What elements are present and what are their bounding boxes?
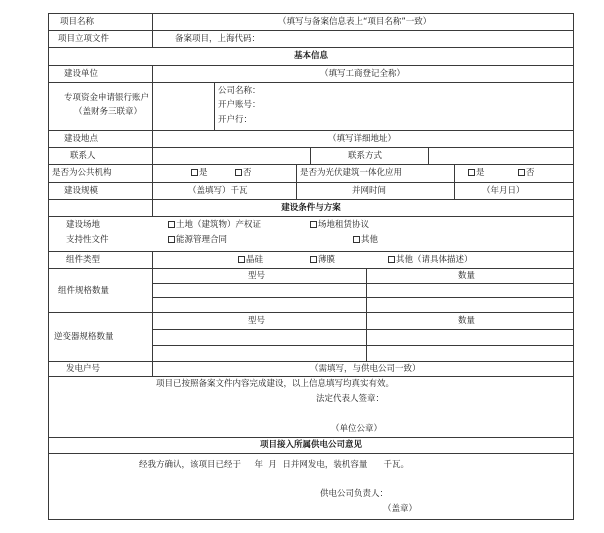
bank-name-field[interactable]: 开户行： (218, 115, 253, 125)
checkbox-icon (468, 169, 475, 176)
module-thinfilm-option[interactable]: 薄膜 (310, 255, 335, 265)
grid-time-field[interactable]: （年月日） (482, 186, 525, 196)
module-qty-header: 数量 (458, 271, 476, 281)
module-crystalline-option[interactable]: 晶硅 (238, 255, 263, 265)
construction-unit-field[interactable]: （填写工商登记全称） (320, 69, 406, 79)
energy-contract-option[interactable]: 能源管理合同 (168, 235, 227, 245)
scale-label: 建设规模 (64, 186, 99, 196)
section-conditions: 建设条件与方案 (281, 203, 341, 213)
bipv-label: 是否为光伏建筑一体化应用 (300, 168, 403, 178)
checkbox-icon (238, 256, 245, 263)
checkbox-icon (388, 256, 395, 263)
commitment-statement: 项目已按照备案文件内容完成建设，以上信息填写均真实有效。 (156, 379, 395, 389)
module-type-label: 组件类型 (66, 255, 101, 265)
power-company-seal: （盖章） (383, 504, 418, 514)
project-name-field[interactable]: （填写与备案信息表上“项目名称”一致） (278, 17, 432, 27)
power-account-field[interactable]: （需填写，与供电公司一致） (310, 364, 421, 374)
power-company-signature[interactable]: 供电公司负责人： (320, 489, 389, 499)
public-yes-option[interactable]: 是 (191, 168, 208, 178)
checkbox-icon (310, 221, 317, 228)
inverter-spec-label: 逆变器规格数量 (54, 332, 114, 342)
bank-account-stamp-note: （盖财务三联章） (74, 107, 143, 117)
supporting-docs-label: 支持性文件 (66, 235, 109, 245)
section-power-opinion: 项目接入所属供电公司意见 (259, 440, 362, 450)
public-institution-label: 是否为公共机构 (52, 168, 112, 178)
bipv-no-option[interactable]: 否 (518, 168, 535, 178)
inverter-model-header: 型号 (248, 316, 266, 326)
checkbox-icon (353, 236, 360, 243)
checkbox-icon (518, 169, 525, 176)
bipv-yes-option[interactable]: 是 (468, 168, 485, 178)
location-field[interactable]: （填写详细地址） (328, 134, 397, 144)
location-label: 建设地点 (64, 134, 99, 144)
construction-unit-label: 建设单位 (64, 69, 99, 79)
checkbox-icon (235, 169, 242, 176)
checkbox-icon (168, 236, 175, 243)
public-no-option[interactable]: 否 (235, 168, 252, 178)
site-lease-option[interactable]: 场地租赁协议 (310, 220, 369, 230)
inverter-qty-header: 数量 (458, 316, 476, 326)
power-account-label: 发电户号 (66, 364, 101, 374)
checkbox-icon (191, 169, 198, 176)
legal-rep-signature[interactable]: 法定代表人签章： (316, 394, 385, 404)
contact-person-label: 联系人 (70, 151, 96, 161)
subsidy-application-form (48, 13, 574, 520)
bank-account-label: 专项资金申请银行账户 (64, 93, 150, 103)
module-model-header: 型号 (248, 271, 266, 281)
module-other-option[interactable]: 其他（请具体描述） (388, 255, 473, 265)
site-label: 建设场地 (66, 220, 101, 230)
account-number-field[interactable]: 开户账号： (218, 100, 261, 110)
land-title-option[interactable]: 土地（建筑物）产权证 (168, 220, 261, 230)
checkbox-icon (168, 221, 175, 228)
project-doc-label: 项目立项文件 (58, 34, 110, 44)
module-spec-label: 组件规格数量 (58, 286, 110, 296)
project-doc-field[interactable]: 备案项目，上海代码： (175, 34, 261, 44)
company-name-field[interactable]: 公司名称： (218, 86, 261, 96)
scale-field[interactable]: （盖填写）千瓦 (188, 186, 248, 196)
checkbox-icon (310, 256, 317, 263)
project-name-label: 项目名称 (60, 17, 95, 27)
unit-seal: （单位公章） (331, 424, 383, 434)
section-basic-info: 基本信息 (293, 51, 328, 61)
other-doc-option[interactable]: 其他 (353, 235, 378, 245)
grid-connection-confirmation: 经我方确认，该项目已经于 年 月 日并网发电，装机容量 千瓦。 (139, 460, 410, 470)
contact-phone-label: 联系方式 (348, 151, 383, 161)
grid-time-label: 并网时间 (352, 186, 387, 196)
